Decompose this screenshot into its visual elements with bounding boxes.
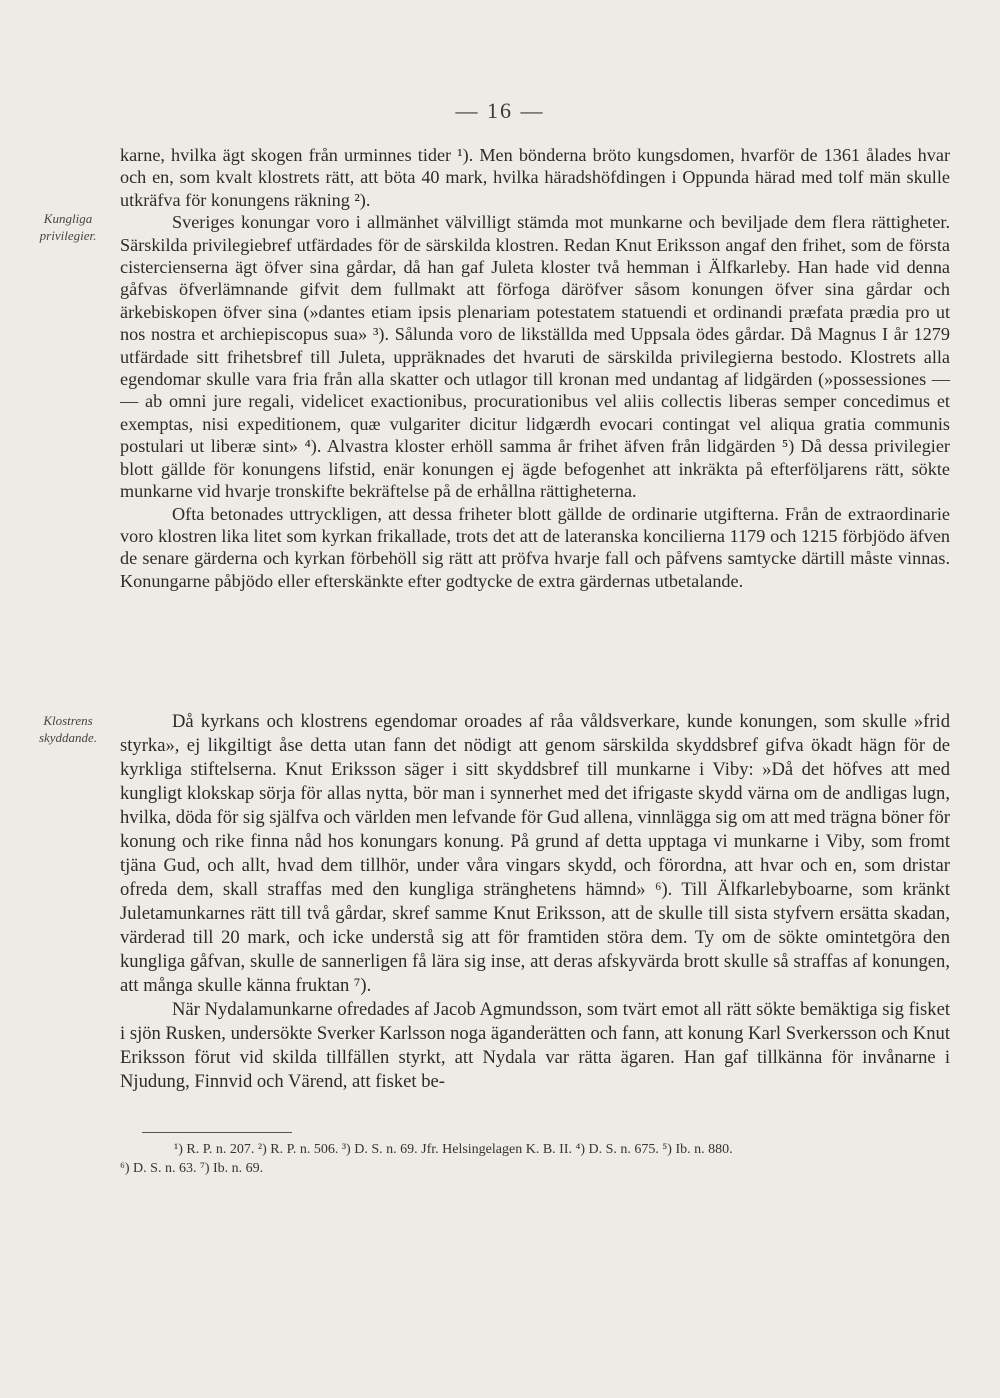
margin-note-line: Kungliga: [43, 211, 93, 226]
section-privileges: [120, 144, 950, 592]
page-number: — 16 —: [455, 98, 545, 123]
footnote-line: ¹) R. P. n. 207. ²) R. P. n. 506. ³) D. S. n. 69. Jfr. Helsingelagen K. B. II. ⁴) D. S. n. 675. ⁵) Ib. n. 880.: [174, 1142, 733, 1157]
footnote-divider: [142, 1132, 292, 1133]
paragraph: Ofta betonades uttryckligen, att dessa friheter blott gällde de ordinarie utgifterna. Från de extraordinarie voro klostren lika litet som kyrkan frikallade, trots det att de lateranska koncilierna 1179 och 1215 förbjödo äfven de senare gärderna och kyrkan förbehöll sig rätt att pröfva hvarje fall och påfvens samtycke därtill måste vinnas. Konungarne påbjödo eller efterskänkte efter godtycke de extra gärdernas utbetalande.: [120, 503, 950, 591]
margin-note-line: Klostrens: [43, 713, 93, 728]
margin-note-kungliga-privilegier: [18, 210, 118, 244]
margin-note-line: skyddande.: [38, 730, 98, 745]
paragraph: karne, hvilka ägt skogen från urminnes tider ¹). Men bönderna bröto kungsdomen, hvarför de 1361 ålades hvar och en, som kvalt klostrets rätt, att böta 40 mark, hvilka häradshöfdingen i Oppunda härad med tolf män skulle utkräfva för konungens räkning ²).: [120, 145, 950, 210]
paragraph: När Nydalamunkarne ofredades af Jacob Agmundsson, som tvärt emot all rätt sökte bemäktiga sig fisket i sjön Rusken, undersökte Sverker Karlsson noga äganderätten och fann, att konung Karl Sverkersson och Knut Eriksson förut vid skilda tillfällen styrkt, att Nydala var rätta ägaren. Han gaf tillkänna för invånarne i Njudung, Finnvid och Värend, att fisket be-: [120, 999, 950, 1092]
section-protection: [120, 710, 950, 1094]
margin-note-line: privilegier.: [39, 228, 97, 243]
footnote-line: ⁶) D. S. n. 63. ⁷) Ib. n. 69.: [120, 1161, 264, 1176]
paragraph: Sveriges konungar voro i allmänhet välvilligt stämda mot munkarne och beviljade dem flera rättigheter. Särskilda privilegiebref utfärdades för de särskilda klostren. Redan Knut Eriksson angaf den frihet, som de första cistercienserna ägt öfver sina gårdar, då han gaf Juleta kloster två hemman i Älfkarleby. Han hade vid denna gåfvas öfverlämnande gifvit dem fullmakt att förfoga däröfver såsom konungen öfver sina gårdar och ärkebiskopen öfver sina (»dantes etiam ipsis plenariam potestatem statuendi et ordinandi præfata prædia pro ut nos nostra et archiepiscopus sua» ³). Sålunda voro de likställda med Uppsala ödes gårdar. Då Magnus I år 1279 utfärdade sitt frihetsbref till Juleta, uppräknades det hvaruti de särskilda privilegierna bestodo. Klostrets alla egendomar skulle vara fria från alla skatter och utlagor till kronan med undantag af lidgärden (»possessiones — — ab omni jure regali, videlicet exactionibus, procurationibus vel aliis collectis liberas semper concedimus et exemptas, nisi expeditionem, quæ vulgariter dicitur lidgærdh evocari contingat vel aliqua gratia communis postulari ut liberæ sint» ⁴). Alvastra kloster erhöll samma år frihet äfven från lidgärden ⁵) Då dessa privilegier blott gällde för konungens lifstid, enär konungen ej ägde befogenhet att inkräkta på efterföljarens rätt, sökte munkarne vid hvarje tronskifte bekräftelse på de erhållna rättigheterna.: [120, 212, 950, 502]
margin-note-klostrens-skyddande: [18, 712, 118, 746]
paragraph: Då kyrkans och klostrens egendomar oroades af råa våldsverkare, kunde konungen, som skulle »frid styrka», ej likgiltigt åse detta utan fann det nödigt att genom särskilda skyddsbref gifva ökadt hägn för de kyrkliga stiftelserna. Knut Eriksson säger i sitt skyddsbref till munkarne i Viby: »Då det höfves att med kungligt klokskap sörja för allas nytta, bör man i synnerhet med det ifrigaste skydd värna om de andligas lugn, hvilka, döda för sig själfva och världen men lefvande för Gud allena, vinnlägga sig om att med trägna böner för konung och rike finna nåd hos konungars konung. På grund af detta upptaga vi munkarne i Viby, som fromt tjäna Gud, och allt, hvad dem tillhör, under våra vingars skydd, och förordna, att hvar och en, som dristar ofreda dem, skall straffas med den kungliga stränghetens hämnd» ⁶). Till Älfkarlebyboarne, som kränkt Juletamunkarnes rätt till två gårdar, skref samme Knut Eriksson, att de skulle till sista styfvern ersätta skadan, värderad till 20 mark, och icke understå sig att för framtiden störa dem. Ty om de sökte omintetgöra den kungliga gåfvan, skulle de sannerligen få lära sig inse, att deras afskyvärda brott skulle så straffas af konungen, att många skulle känna fruktan ⁷).: [120, 711, 950, 996]
footnotes: [120, 1140, 950, 1178]
